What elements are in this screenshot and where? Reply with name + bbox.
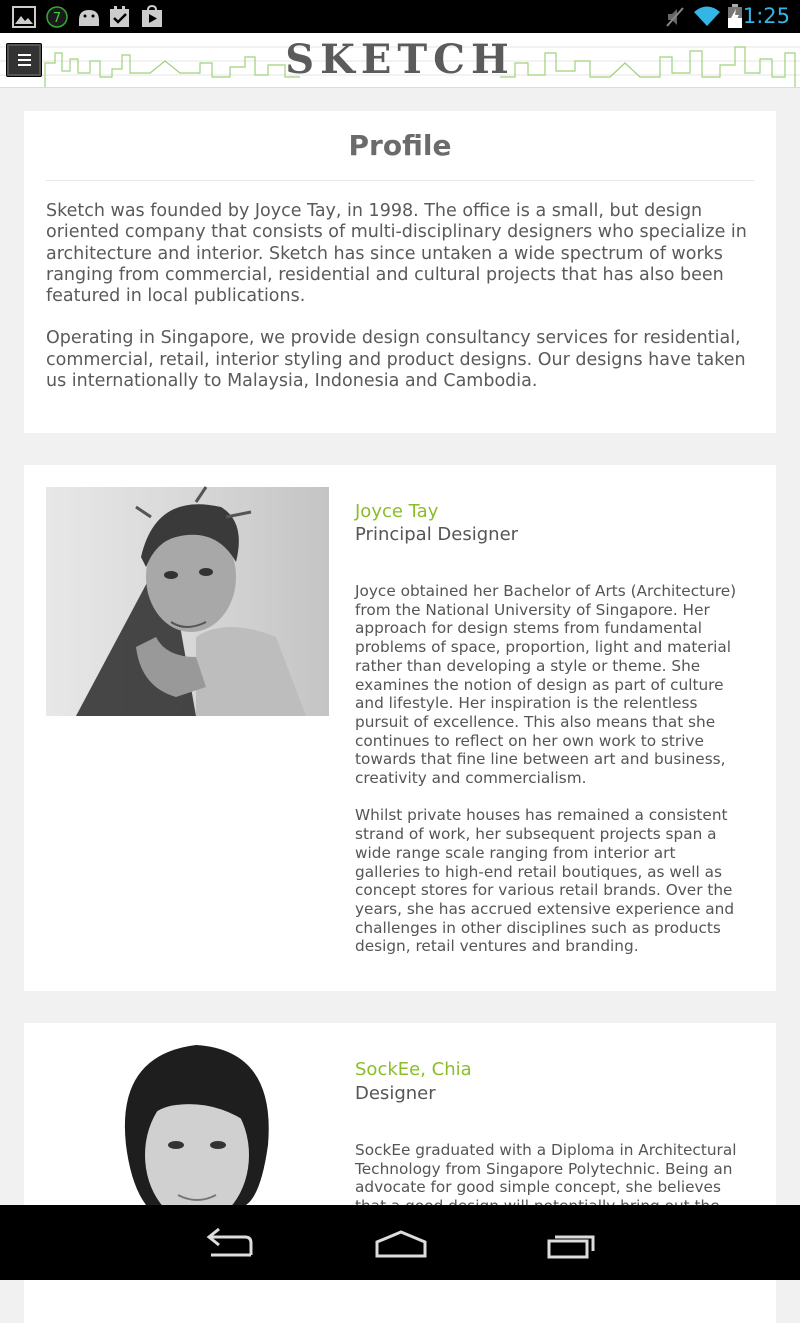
notification-count-icon (45, 5, 69, 33)
bio-paragraph: SockEe graduated with a Diploma in Architectural Technology from Singapore Polytechnic. Being an advocate for good simple concept, she believes (355, 1141, 737, 1197)
team-member-photo (46, 487, 329, 716)
battery-charging-icon (727, 4, 743, 32)
home-icon[interactable] (374, 1230, 428, 1262)
intro-paragraph: Operating in Singapore, we provide design consultancy services for residential, commercial, retail, interior styling and product designs. Our designs have taken us internationally to Malaysia, Indonesia and Cambodia. (46, 328, 746, 392)
team-member-bio (355, 582, 741, 975)
intro-paragraph: Sketch was founded by Joyce Tay, in 1998. The office is a small, but design oriented company that consists of multi-disciplinary designers who specialize in architecture and interior. Sketch has since untaken a wide spectrum of works ranging from commercial, residential and cultural projects that has also been featured in local publications. (46, 201, 747, 307)
android-icon (76, 6, 102, 32)
svg-text:7: 7 (52, 11, 62, 26)
profile-card (24, 111, 776, 433)
play-store-icon (141, 6, 163, 32)
status-bar (0, 0, 800, 33)
app-logo: SKETCH (285, 36, 515, 83)
back-icon[interactable] (203, 1229, 255, 1263)
content-scroll[interactable] (0, 88, 800, 1205)
checkbox-icon (109, 6, 131, 32)
mute-icon (664, 6, 686, 32)
team-member-role: Principal Designer (355, 524, 519, 545)
system-nav-bar (0, 1205, 800, 1280)
gallery-icon (12, 6, 36, 32)
wifi-icon (693, 4, 721, 32)
app-header (0, 33, 800, 88)
team-member-card (24, 465, 776, 991)
page-title: Profile (348, 129, 452, 162)
clock: 1:25 (742, 4, 790, 28)
bio-paragraph: Whilst private houses has remained a consistent strand of work, her subsequent projects span a wide range scale ranging from interior art galleries to high-end retail boutiques, as well as concept stores for various retail brands. Over the years, she has accrued extensive experience and challenges in other disciplines such as products design, retail ventures and branding. (355, 806, 735, 956)
profile-intro (46, 201, 758, 413)
title-divider (46, 180, 754, 181)
recent-apps-icon[interactable] (547, 1231, 597, 1263)
bio-paragraph: Joyce obtained her Bachelor of Arts (Architecture) from the National University of Singapore. Her approach for design stems from fundamental problems of space, proportion, light and material rather than developing a style or theme. She examines the notion of design as part of culture and lifestyle. Her inspiration is the relentless pursuit of excellence. This also means that she continues to reflect on her own work to strive towards that fine line between art and business, creativity and commercialism. (355, 582, 737, 788)
team-member-name: SockEe, Chia (355, 1059, 472, 1080)
team-member-role: Designer (355, 1083, 436, 1104)
team-member-name: Joyce Tay (355, 501, 439, 522)
